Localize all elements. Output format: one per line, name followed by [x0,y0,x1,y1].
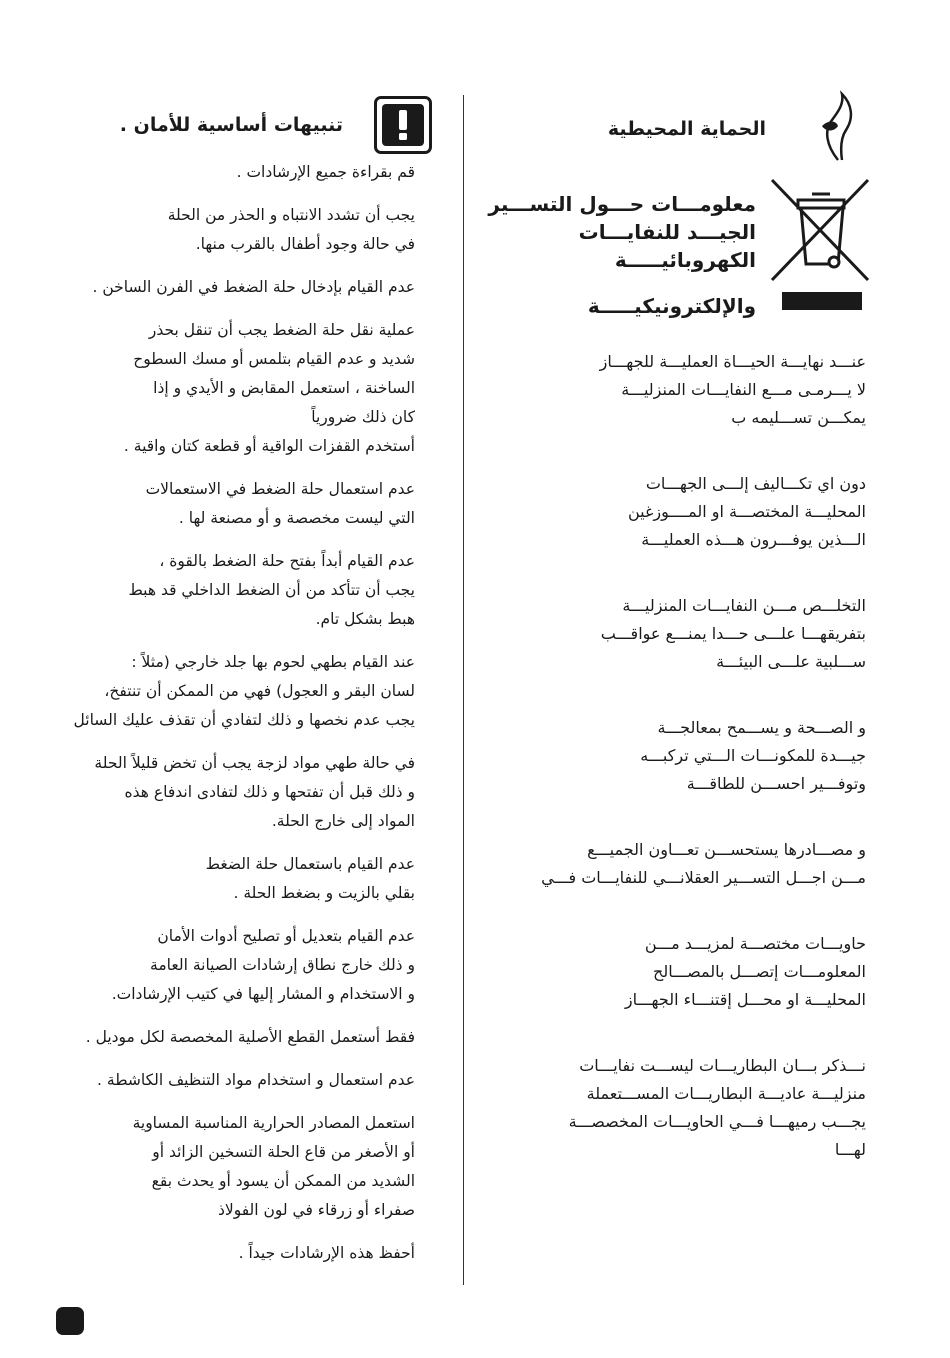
safety-item-line: فقط أستعمل القطع الأصلية المخصصة لكل موديل . [85,1028,415,1046]
weee-heading [488,190,756,320]
safety-item-line: يجب أن تشدد الانتباه و الحذر من الحلة [167,206,415,224]
safety-title: تنبيهات أساسية للأمان . [119,114,343,136]
environment-item-line: الـــذين يوفـــرون هـــذه العمليـــة [641,530,866,549]
safety-item-line: عدم استعمال و استخدام مواد التنظيف الكاشطة . [97,1071,415,1089]
environment-item-line: عنـــد نهايـــة الحيـــاة العمليـــة للجهـــاز [599,352,866,371]
safety-item [8,1239,453,1268]
safety-item-line: و ذلك خارج نطاق إرشادات الصيانة العامة [150,956,415,974]
safety-item-line: في حالة طهي مواد لزجة يجب أن تخض قليلاً الحلة [94,754,415,772]
environment-item [476,836,866,892]
safety-column [8,96,453,1282]
safety-item-line: عملية نقل حلة الضغط يجب أن تنقل بحذر [148,321,415,339]
safety-item-line: في حالة وجود أطفال بالقرب منها. [195,235,415,253]
environment-item-line: و الصـــحة و يســـمح بمعالجـــة [657,718,866,737]
environment-item [476,714,866,798]
safety-item-line: شديد و عدم القيام بتلمس أو مسك السطوح [133,350,415,368]
safety-item-line: المواد إلى خارج الحلة. [271,812,415,830]
weee-block [478,168,878,318]
safety-item-line: عدم القيام بتعديل أو تصليح أدوات الأمان [157,927,415,945]
crossed-bin-icon [768,176,874,314]
environment-item-line: المحليـــة او محـــل إقتنـــاء الجهـــاز [624,990,866,1009]
safety-item-line: استعمل المصادر الحرارية المناسبة المساوية [132,1114,415,1132]
environment-item-line: و مصـــادرها يستحســـن تعـــاون الجميـــع [587,840,866,859]
safety-item-line: أو الأصغر من قاع الحلة التسخين الزائد أو [152,1143,415,1161]
safety-item-line: هبط بشكل تام. [315,610,415,628]
safety-item [8,1023,453,1052]
environment-item-line: نـــذكر بـــان البطاريـــات ليســـت نفايـــات [579,1056,866,1075]
environment-header [478,90,878,168]
safety-item-line: كان ذلك ضرورياً [311,408,415,426]
safety-item-line: عند القيام بطهي لحوم بها جلد خارجي (مثلاً : [131,653,415,671]
safety-item [8,201,453,259]
safety-item-line: و الاستخدام و المشار إليها في كتيب الإرشادات. [111,985,415,1003]
environment-item-line: يمكـــن تســـليمه ب [731,408,866,427]
environment-item-line: التخلـــص مـــن النفايـــات المنزليـــة [622,596,866,615]
environment-item [476,348,866,432]
safety-item [8,922,453,1009]
safety-item-line: يجب عدم نخصها و ذلك لتفادي أن تقذف عليك السائل [73,711,415,729]
environment-title: الحماية المحيطية [607,118,766,140]
safety-item-line: عدم القيام أبداً بفتح حلة الضغط بالقوة ، [159,552,415,570]
environment-item [476,930,866,1014]
safety-list [8,158,453,1268]
environment-item-line: لا يـــرمـى مـــع النفايـــات المنزليـــة [621,380,866,399]
safety-item-line: صفراء أو زرقاء في لون الفولاذ [217,1201,415,1219]
environment-item-line: حاويـــات مختصـــة لمزيـــد مـــن [644,934,866,953]
environment-item [476,470,866,554]
safety-item [8,850,453,908]
safety-item [8,749,453,836]
weee-heading-line: معلومـــات حـــول التســـير [488,192,756,216]
weee-heading-line: الكهروبائيـــــة [614,248,756,272]
environment-item-line: يجـــب رميهـــا فـــي الحاويـــات المخصصـــة [568,1112,866,1131]
environment-list [476,348,866,1202]
safety-item [8,1066,453,1095]
leaf-environment-icon [818,90,858,162]
safety-item [8,273,453,302]
environment-item-line: بتفريقهـــا علـــى حـــدا يمنـــع عواقـــب [600,624,866,643]
environment-column [478,90,878,1159]
environment-item-line: ســـلبية علـــى البيئـــة [716,652,866,671]
safety-item-line: أحفظ هذه الإرشادات جيداً . [238,1244,415,1262]
safety-item [8,158,453,187]
safety-item-line: عدم القيام باستعمال حلة الضغط [205,855,415,873]
safety-item-line: قم بقراءة جميع الإرشادات . [236,163,415,181]
environment-item-line: لهـــا [834,1140,866,1159]
environment-item-line: وتوفـــير احســـن للطاقـــة [686,774,866,793]
safety-header [8,96,453,158]
environment-item-line: المحليـــة المختصـــة او المــــوزغين [627,502,866,521]
column-divider [463,95,464,1285]
safety-item-line: أستخدم القفزات الواقية أو قطعة كتان واقية . [123,437,415,455]
environment-item-line: المعلومـــات إتصـــل بالمصـــالح [652,962,866,981]
safety-item-line: و ذلك قبل أن تفتحها و ذلك لتفادى اندفاع هذه [124,783,415,801]
safety-item [8,648,453,735]
environment-item-line: دون اي تكـــاليف إلـــى الجهـــات [645,474,866,493]
environment-item [476,1052,866,1164]
page-marker [56,1307,84,1335]
safety-item [8,1109,453,1225]
safety-item-line: عدم القيام بإدخال حلة الضغط في الفرن الساخن . [92,278,415,296]
weee-heading-line: الجيـــد للنفايـــات [578,220,756,244]
safety-item-line: التي ليست مخصصة و أو مصنعة لها . [178,509,415,527]
safety-item-line: الساخنة ، استعمل المقابض و الأيدي و إذا [153,379,415,397]
safety-item [8,475,453,533]
safety-item-line: بقلي بالزيت و بضغط الحلة . [233,884,415,902]
safety-item-line: الشديد من الممكن أن يسود أو يحدث بقع [151,1172,415,1190]
environment-item-line: مـــن اجـــل التســـير العقلانـــي للنفايـــات فـــي [541,868,866,887]
safety-item-line: يجب أن تتأكد من أن الضغط الداخلي قد هبط [128,581,415,599]
weee-heading-line: والإلكترونيكيـــــة [587,294,756,318]
safety-item-line: لسان البقر و العجول) فهي من الممكن أن تنتفخ، [104,682,415,700]
environment-item-line: جيـــدة للمكونـــات الـــتي تركبـــه [640,746,866,765]
safety-item-line: عدم استعمال حلة الضغط في الاستعمالات [145,480,415,498]
safety-item [8,316,453,461]
environment-item [476,592,866,676]
environment-item-line: منزليـــة عاديـــة البطاريـــات المســـتعملة [586,1084,866,1103]
exclamation-warning-icon [374,96,432,154]
safety-item [8,547,453,634]
